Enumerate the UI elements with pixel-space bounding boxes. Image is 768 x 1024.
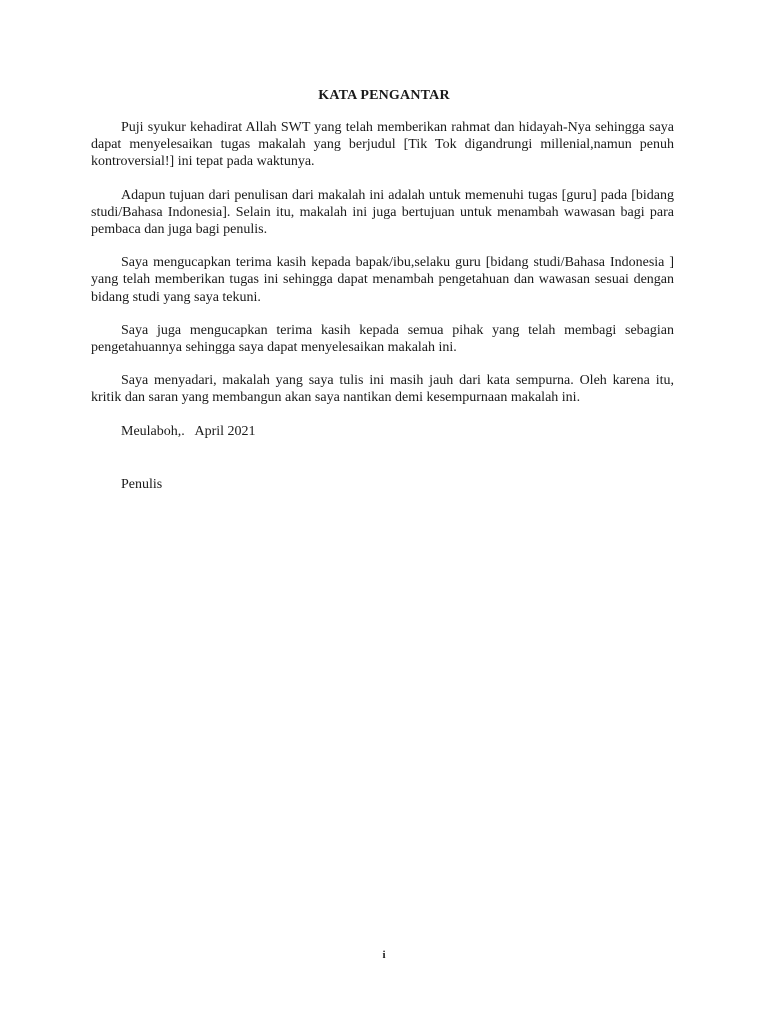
page-number: i: [382, 949, 386, 961]
paragraph-3: Saya mengucapkan terima kasih kepada bapak/ibu,selaku guru [bidang studi/Bahasa Indonesia ] yang telah memberikan tugas ini sehingga dapat menambah pengetahuan dan wawasan sesuai dengan bidang studi yang saya tekuni.: [91, 255, 674, 305]
dateline: Meulaboh,. April 2021: [121, 423, 256, 439]
paragraph-5: Saya menyadari, makalah yang saya tulis ini masih jauh dari kata sempurna. Oleh karena itu, kritik dan saran yang membangun akan saya nantikan demi kesempurnaan makalah ini.: [91, 373, 674, 406]
paragraph-4: Saya juga mengucapkan terima kasih kepada semua pihak yang telah membagi sebagian pengetahuannya sehingga saya dapat menyelesaikan makalah ini.: [91, 322, 674, 356]
document-body: [91, 119, 674, 493]
paragraph-1: Puji syukur kehadirat Allah SWT yang telah memberikan rahmat dan hidayah-Nya sehingga saya dapat menyelesaikan tugas makalah yang berjudul [Tik Tok digandrungi millenial,namun penuh kontroversial!] ini tepat pada waktunya.: [91, 120, 674, 170]
signature: Penulis: [121, 476, 163, 492]
document-title: KATA PENGANTAR: [318, 88, 450, 103]
paragraph-2: Adapun tujuan dari penulisan dari makalah ini adalah untuk memenuhi tugas [guru] pada [bidang studi/Bahasa Indonesia]. Selain itu, makalah ini juga bertujuan untuk menambah wawasan bagi para pembaca dan juga bagi penulis.: [91, 187, 674, 238]
